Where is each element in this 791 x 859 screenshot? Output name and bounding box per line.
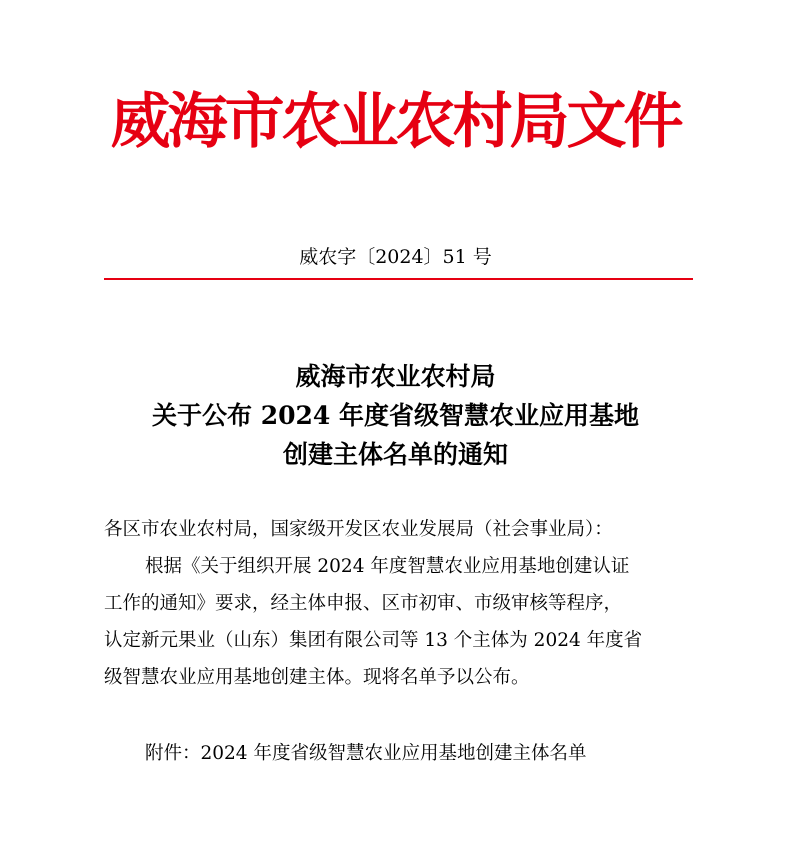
document-masthead: 威海市农业农村局文件 bbox=[110, 87, 681, 157]
title-line: 威海市农业农村局 bbox=[295, 362, 496, 391]
title-line: 关于公布 2024 年度省级智慧农业应用基地 bbox=[152, 401, 639, 430]
body-line: 根据《关于组织开展 2024 年度智慧农业应用基地创建认证 bbox=[145, 556, 630, 577]
body-line: 工作的通知》要求，经主体申报、区市初审、市级审核等程序， bbox=[104, 593, 623, 614]
document-title bbox=[0, 357, 791, 474]
attachment-line: 附件：2024 年度省级智慧农业应用基地创建主体名单 bbox=[145, 743, 587, 764]
red-divider-line bbox=[104, 278, 693, 280]
title-line: 创建主体名单的通知 bbox=[282, 440, 508, 469]
body-line: 认定新元果业（山东）集团有限公司等 13 个主体为 2024 年度省 bbox=[104, 630, 643, 651]
document-number: 威农字〔2024〕51 号 bbox=[299, 246, 492, 268]
body-paragraph bbox=[104, 548, 694, 696]
body-line: 级智慧农业应用基地创建主体。现将名单予以公布。 bbox=[104, 667, 530, 688]
addressee-line: 各区市农业农村局，国家级开发区农业发展局（社会事业局）： bbox=[104, 519, 613, 540]
